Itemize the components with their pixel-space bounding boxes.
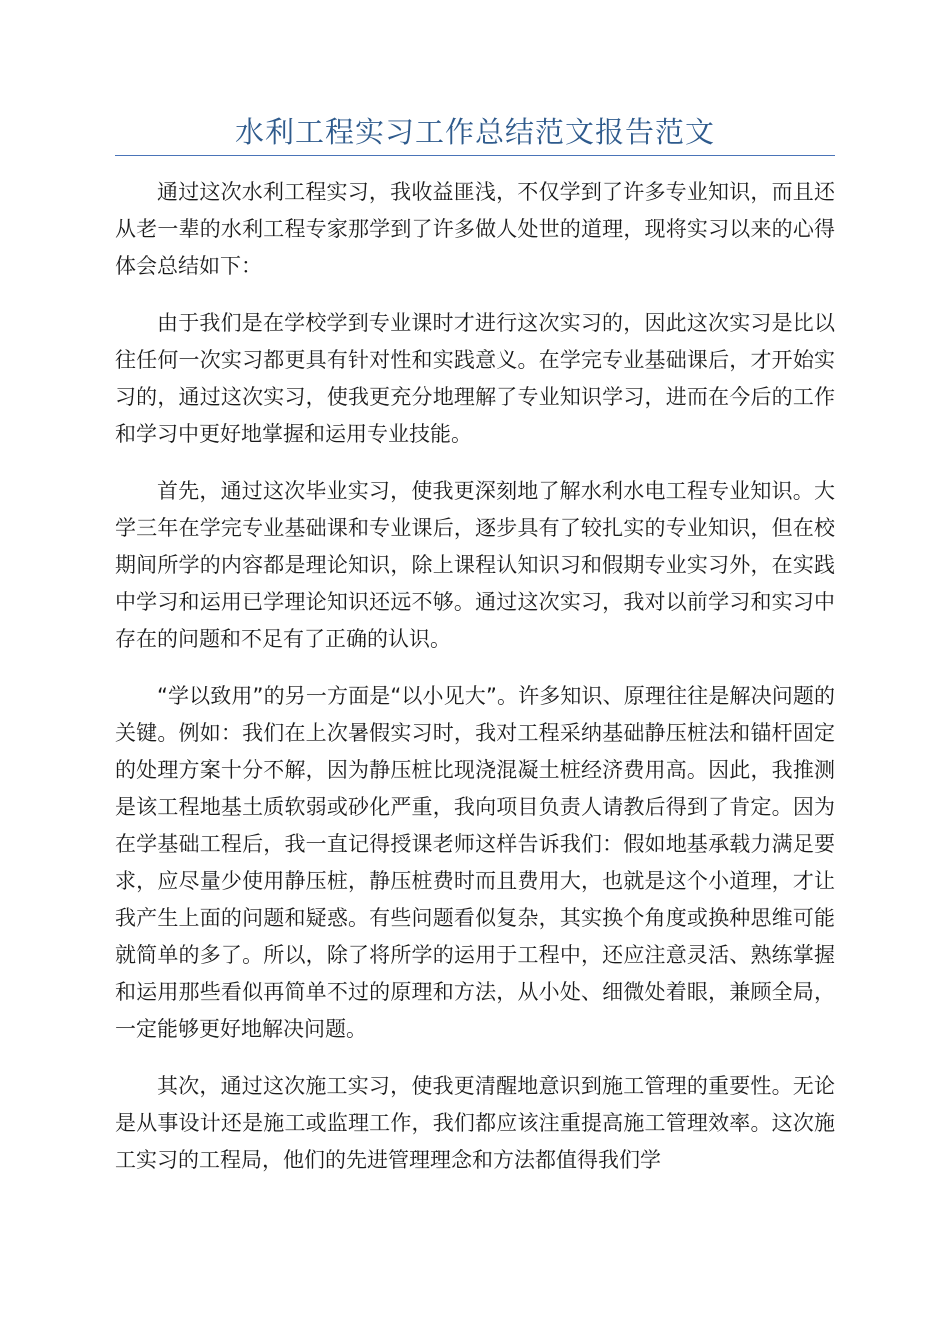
paragraph-learn-to-apply: “学以致用”的另一方面是“以小见大”。许多知识、原理往往是解决问题的关键。例如：我们在上次暑假实习时，我对工程采纳基础静压桩法和锚杆固定的处理方案十分不解，因为静压桩比现浇混凝土桩经济费用高。因此，我推测是该工程地基土质软弱或砂化严重，我向项目负责人请教后得到了肯定。因为在学基础工程后，我一直记得授课老师这样告诉我们：假如地基承载力满足要求，应尽量少使用静压桩，静压桩费时而且费用大，也就是这个小道理，才让我产生上面的问题和疑惑。有些问题看似复杂，其实换个角度或换种思维可能就简单的多了。所以，除了将所学的运用于工程中，还应注意灵活、熟练掌握和运用那些看似再简单不过的原理和方法，从小处、细微处着眼，兼顾全局，一定能够更好地解决问题。 — [115, 684, 835, 1041]
document-body — [115, 174, 835, 1199]
paragraph-intro: 通过这次水利工程实习，我收益匪浅，不仅学到了许多专业知识，而且还从老一辈的水利工程专家那学到了许多做人处世的道理，现将实习以来的心得体会总结如下： — [115, 180, 835, 278]
title-underline — [115, 155, 835, 156]
paragraph-first: 首先，通过这次毕业实习，使我更深刻地了解水利水电工程专业知识。大学三年在学完专业基础课和专业课后，逐步具有了较扎实的专业知识，但在校期间所学的内容都是理论知识，除上课程认知识习和假期专业实习外，在实践中学习和运用已学理论知识还远不够。通过这次实习，我对以前学习和实习中存在的问题和不足有了正确的认识。 — [115, 479, 835, 651]
document-title: 水利工程实习工作总结范文报告范文 — [234, 115, 715, 149]
paragraph-second: 其次，通过这次施工实习，使我更清醒地意识到施工管理的重要性。无论是从事设计还是施工或监理工作，我们都应该注重提高施工管理效率。这次施工实习的工程局，他们的先进管理理念和方法都值得我们学 — [115, 1074, 835, 1172]
paragraph-background: 由于我们是在学校学到专业课时才进行这次实习的，因此这次实习是比以往任何一次实习都更具有针对性和实践意义。在学完专业基础课后，才开始实习的，通过这次实习，使我更充分地理解了专业知识学习，进而在今后的工作和学习中更好地掌握和运用专业技能。 — [115, 311, 835, 446]
